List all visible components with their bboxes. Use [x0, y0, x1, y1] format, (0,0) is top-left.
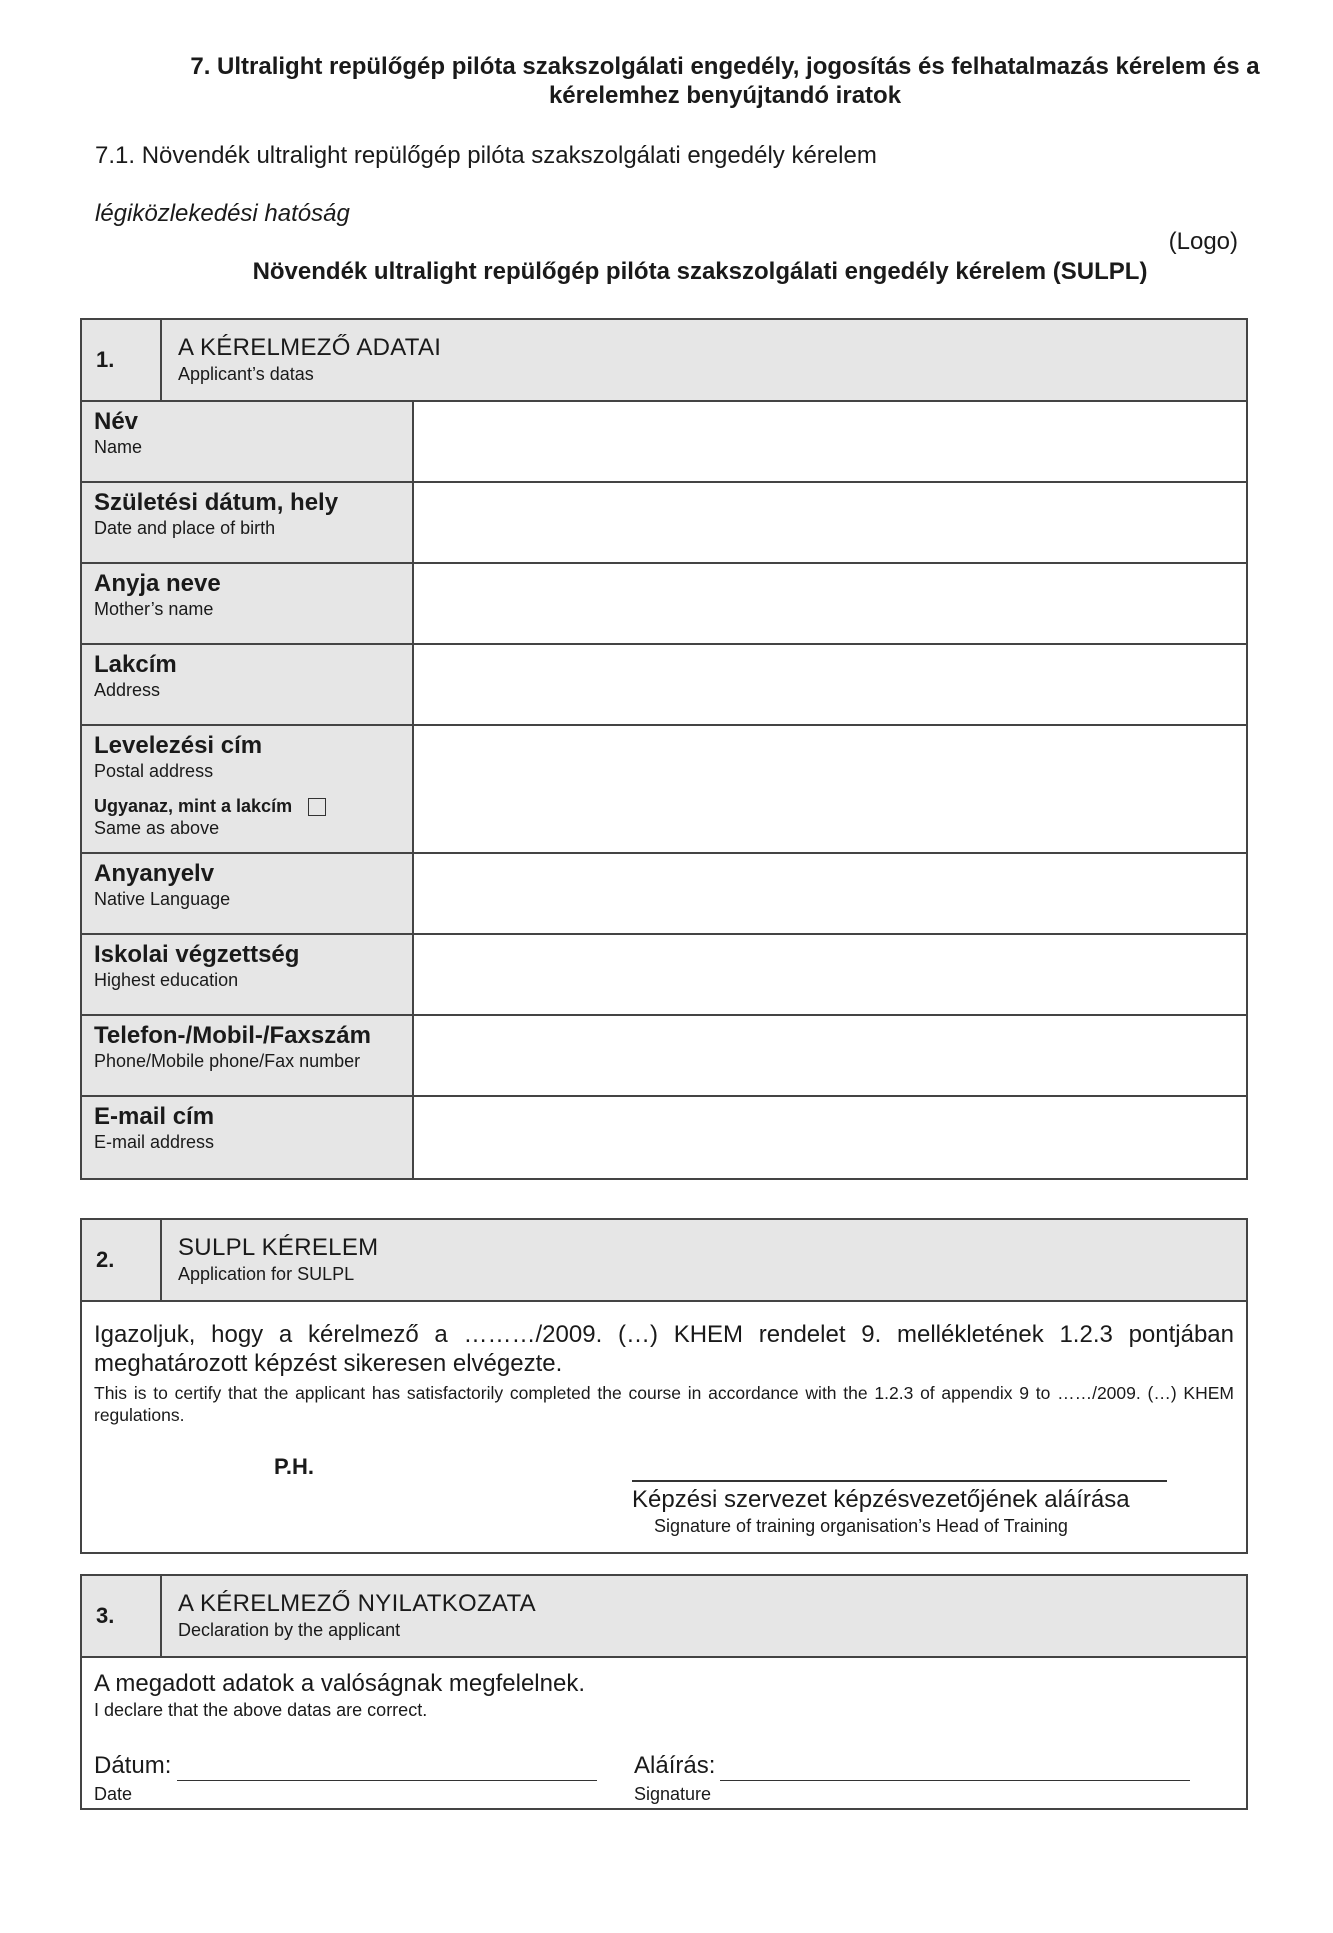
label-hu: Telefon-/Mobil-/Faxszám — [94, 1022, 371, 1049]
form-title: Növendék ultralight repülőgép pilóta szakszolgálati engedély kérelem (SULPL) — [252, 258, 1148, 285]
title-line-2: kérelemhez benyújtandó iratok — [548, 82, 902, 109]
section-title-block — [178, 1590, 536, 1641]
section-declaration — [80, 1574, 1248, 1810]
form-row-email — [82, 1097, 1246, 1178]
label-en: Postal address — [94, 761, 214, 781]
label-hu: Lakcím — [94, 651, 177, 678]
subsection-heading: 7.1. Növendék ultralight repülőgép pilóta szakszolgálati engedély kérelem — [95, 142, 877, 169]
section-number: 1. — [82, 320, 162, 400]
postal-address-field[interactable] — [414, 726, 1246, 852]
section-sulpl-application — [80, 1218, 1248, 1554]
name-field[interactable] — [414, 402, 1246, 481]
title-line-1: 7. Ultralight repülőgép pilóta szakszolgálati engedély, jogosítás és felhatalmazás kérelem és a — [190, 53, 1260, 80]
section-header — [82, 1576, 1246, 1658]
section-title: A KÉRELMEZŐ NYILATKOZATA — [178, 1590, 536, 1617]
signature-caption-hu: Képzési szervezet képzésvezetőjének aláírása — [632, 1486, 1130, 1513]
same-as-above-checkbox[interactable] — [308, 798, 326, 816]
certification-body — [82, 1302, 1246, 1552]
section-subtitle: Applicant’s datas — [178, 364, 314, 384]
same-as-above-label: Ugyanaz, mint a lakcím — [94, 796, 293, 816]
label-en: Mother’s name — [94, 599, 214, 619]
form-row-mother — [82, 564, 1246, 645]
date-label-en: Date — [94, 1784, 133, 1804]
label-hu: Anyja neve — [94, 570, 221, 597]
section-title-block — [178, 334, 441, 385]
form-row-language — [82, 854, 1246, 935]
field-label — [82, 645, 414, 724]
address-field[interactable] — [414, 645, 1246, 724]
form-row-address — [82, 645, 1246, 726]
form-row-birth — [82, 483, 1246, 564]
label-hu: E-mail cím — [94, 1103, 215, 1130]
field-label — [82, 935, 414, 1014]
section-header — [82, 1220, 1246, 1302]
label-en: Phone/Mobile phone/Fax number — [94, 1051, 361, 1071]
section-title: A KÉRELMEZŐ ADATAI — [178, 334, 442, 361]
label-hu: Levelezési cím — [94, 732, 263, 759]
label-en: Native Language — [94, 889, 231, 909]
mother-name-field[interactable] — [414, 564, 1246, 643]
field-label — [82, 564, 414, 643]
phone-field[interactable] — [414, 1016, 1246, 1095]
signature-label: Aláírás: — [634, 1752, 716, 1779]
authority-name: légiközlekedési hatóság — [95, 200, 350, 227]
education-field[interactable] — [414, 935, 1246, 1014]
section-subtitle: Application for SULPL — [178, 1264, 355, 1284]
field-label — [82, 402, 414, 481]
certification-text-en: This is to certify that the applicant has satisfactorily completed the course in accordance with the 1.2.3 of appendix 9 to ……/2009. (…) KHEM regulations. — [94, 1383, 1234, 1425]
birth-field[interactable] — [414, 483, 1246, 562]
label-en: Highest education — [94, 970, 239, 990]
form-row-name — [82, 402, 1246, 483]
section-applicant-data — [80, 318, 1248, 1180]
label-en: Name — [94, 437, 143, 457]
stamp-placeholder: P.H. — [274, 1454, 314, 1479]
field-label — [82, 1097, 414, 1178]
same-as-above-label-en: Same as above — [94, 818, 220, 838]
label-en: E-mail address — [94, 1132, 215, 1152]
date-field[interactable] — [177, 1780, 597, 1781]
form-row-education — [82, 935, 1246, 1016]
same-as-above-option — [94, 796, 400, 817]
signature-line[interactable] — [632, 1480, 1167, 1482]
declaration-text-hu: A megadott adatok a valóságnak megfelelnek. — [94, 1670, 585, 1697]
document-title — [150, 52, 1300, 110]
declaration-text-en: I declare that the above datas are correct. — [94, 1700, 428, 1720]
section-number: 3. — [82, 1576, 162, 1656]
label-en: Address — [94, 680, 161, 700]
label-hu: Anyanyelv — [94, 860, 215, 887]
field-label — [82, 726, 414, 852]
label-en: Date and place of birth — [94, 518, 276, 538]
native-language-field[interactable] — [414, 854, 1246, 933]
field-label — [82, 483, 414, 562]
signature-label-en: Signature — [634, 1784, 712, 1804]
label-hu: Iskolai végzettség — [94, 941, 300, 968]
form-row-postal — [82, 726, 1246, 854]
section-title: SULPL KÉRELEM — [178, 1234, 379, 1261]
label-hu: Név — [94, 408, 139, 435]
section-header — [82, 320, 1246, 402]
declaration-body — [82, 1658, 1246, 1808]
date-label: Dátum: — [94, 1752, 172, 1779]
label-hu: Születési dátum, hely — [94, 489, 339, 516]
signature-field[interactable] — [720, 1780, 1190, 1781]
signature-caption-en: Signature of training organisation’s Head of Training — [654, 1516, 1068, 1536]
section-subtitle: Declaration by the applicant — [178, 1620, 401, 1640]
section-title-block — [178, 1234, 378, 1285]
logo-placeholder: (Logo) — [1168, 228, 1238, 255]
field-label — [82, 1016, 414, 1095]
certification-text-hu: Igazoljuk, hogy a kérelmező a ………/2009. (…) KHEM rendelet 9. mellékletének 1.2.3 pontjában meghatározott képzést sikeresen elvégezte. — [94, 1321, 1234, 1377]
form-row-phone — [82, 1016, 1246, 1097]
section-number: 2. — [82, 1220, 162, 1300]
field-label — [82, 854, 414, 933]
email-field[interactable] — [414, 1097, 1246, 1178]
